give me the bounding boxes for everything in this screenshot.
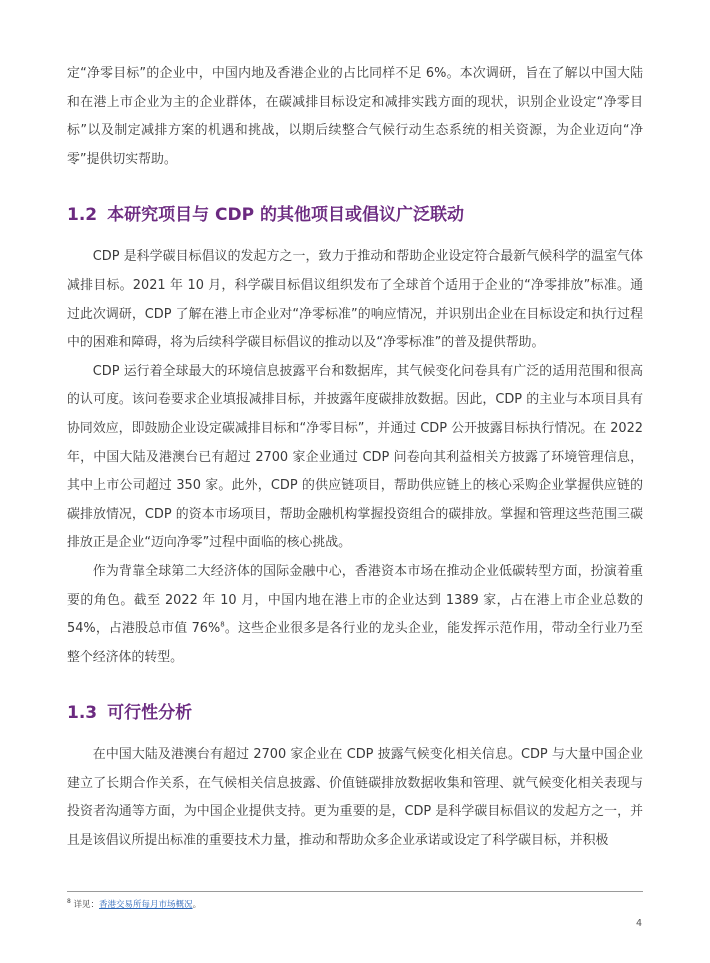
section-1-2-paragraph-2: CDP 运行着全球最大的环境信息披露平台和数据库，其气候变化问卷具有广泛的适用范围和很高的认可度。该问卷要求企业填报减排目标，并披露年度碳排放数据。因此，CDP 的主业与本项目具有协同效应，即鼓励企业设定碳减排目标和“净零目标”，并通过 CDP 公开披露目标执行情况。在 2022 年，中国大陆及港澳台已有超过 2700 家企业通过 CDP 问卷向其利益相关方披露了环境管理信息，其中上市公司超过 350 家。此外，CDP 的供应链项目，帮助供应链上的核心采购企业掌握供应链的碳排放情况，CDP 的资本市场项目，帮助金融机构掌握投资组合的碳排放。掌握和管理这些范围三碳排放正是企业“迈向净零”过程中面临的核心挑战。: [67, 363, 643, 551]
intro-paragraph: 定“净零目标”的企业中，中国内地及香港企业的占比同样不足 6%。本次调研，旨在了解以中国大陆和在港上市企业为主的企业群体，在碳减排目标设定和减排实践方面的现状，识别企业设定“净零目标”以及制定减排方案的机遇和挑战，以期后续整合气候行动生态系统的相关资源，为企业迈向“净零”提供切实帮助。: [67, 66, 643, 167]
page-content: [67, 60, 643, 856]
paragraph-3-text-before: 作为背靠全球第二大经济体的国际金融中心，香港资本市场在推动企业低碳转型方面，扮演着重要的角色。截至 2022 年 10 月，中国内地在港上市的企业达到 1389 家，占在港上市企业总数的 54%，占港股总市值 76%: [67, 563, 643, 637]
section-1-2-heading: [67, 203, 643, 227]
footnote-reference[interactable]: 8: [220, 620, 225, 629]
section-1-2-number: 1.2: [67, 205, 98, 226]
section-1-2-paragraph-1: CDP 是科学碳目标倡议的发起方之一，致力于推动和帮助企业设定符合最新气候科学的温室气体减排目标。2021 年 10 月，科学碳目标倡议组织发布了全球首个适用于企业的“净零排放”标准。通过此次调研，CDP 了解在港上市企业对“净零标准”的响应情况，并识别出企业在目标设定和执行过程中的困难和障碍，将为后续科学碳目标倡议的推动以及“净零标准”的普及提供帮助。: [67, 249, 643, 351]
section-1-3-heading: [67, 701, 643, 725]
section-1-2-title: 本研究项目与 CDP 的其他项目或倡议广泛联动: [107, 205, 465, 226]
paragraph-3-text-after: 。这些企业很多是各行业的龙头企业，能发挥示范作用，带动全行业乃至整个经济体的转型。: [67, 621, 644, 665]
page-number: 4: [636, 918, 643, 929]
section-1-2-paragraph-3: [67, 558, 643, 672]
footnote-label: 详见：: [73, 900, 100, 910]
footnote: [67, 898, 201, 912]
footnote-end: 。: [192, 900, 202, 910]
section-1-3-paragraph-1: 在中国大陆及港澳台有超过 2700 家企业在 CDP 披露气候变化相关信息。CDP 与大量中国企业建立了长期合作关系，在气候相关信息披露、价值链碳排放数据收集和管理、就气候变化相关表现与投资者沟通等方面，为中国企业提供支持。更为重要的是，CDP 是科学碳目标倡议的发起方之一，并且是该倡议所提出标准的重要技术力量，推动和帮助众多企业承诺或设定了科学碳目标，并积极: [67, 747, 643, 849]
footnote-divider: [67, 891, 643, 892]
footnote-mark: 8: [67, 898, 71, 906]
footnote-link[interactable]: 香港交易所每月市场概况: [99, 900, 193, 910]
section-1-3-number: 1.3: [67, 703, 98, 724]
section-1-3-title: 可行性分析: [107, 703, 193, 724]
